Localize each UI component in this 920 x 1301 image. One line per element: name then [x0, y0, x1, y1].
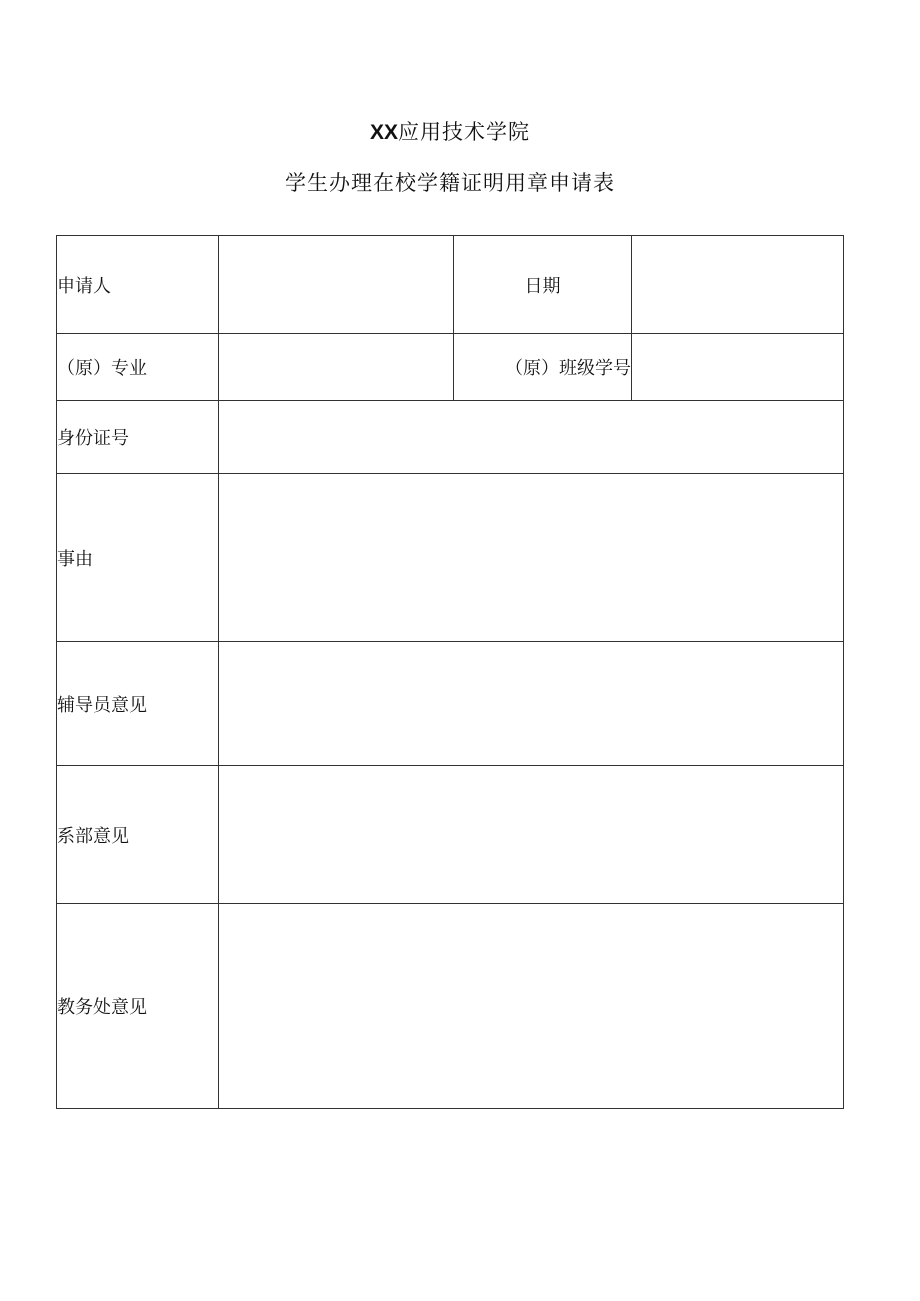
major-label: （原）专业: [57, 334, 219, 401]
class-id-field[interactable]: [632, 334, 844, 401]
application-form-table: [56, 235, 844, 1109]
title-prefix: XX: [369, 121, 398, 144]
major-field[interactable]: [219, 334, 454, 401]
id-number-field[interactable]: [219, 401, 844, 474]
counselor-label: 辅导员意见: [57, 642, 219, 766]
row-academic-affairs: [57, 904, 844, 1109]
counselor-opinion-field[interactable]: [219, 642, 844, 766]
applicant-field[interactable]: [219, 236, 454, 334]
row-applicant: [57, 236, 844, 334]
row-major: [57, 334, 844, 401]
academic-affairs-opinion-field[interactable]: [219, 904, 844, 1109]
row-reason: [57, 474, 844, 642]
applicant-label: 申请人: [57, 236, 219, 334]
academic-affairs-label: 教务处意见: [57, 904, 219, 1109]
id-number-label: 身份证号: [57, 401, 219, 474]
row-id-number: [57, 401, 844, 474]
reason-label: 事由: [57, 474, 219, 642]
document-title: [0, 116, 920, 149]
date-label: 日期: [454, 236, 632, 334]
document-header: [0, 116, 920, 199]
department-opinion-field[interactable]: [219, 766, 844, 904]
title-rest: 应用技术学院: [398, 120, 530, 144]
department-label: 系部意见: [57, 766, 219, 904]
class-id-label: （原）班级学号: [454, 334, 632, 401]
reason-field[interactable]: [219, 474, 844, 642]
row-counselor: [57, 642, 844, 766]
document-subtitle: 学生办理在校学籍证明用章申请表: [285, 171, 615, 195]
date-field[interactable]: [632, 236, 844, 334]
row-department: [57, 766, 844, 904]
